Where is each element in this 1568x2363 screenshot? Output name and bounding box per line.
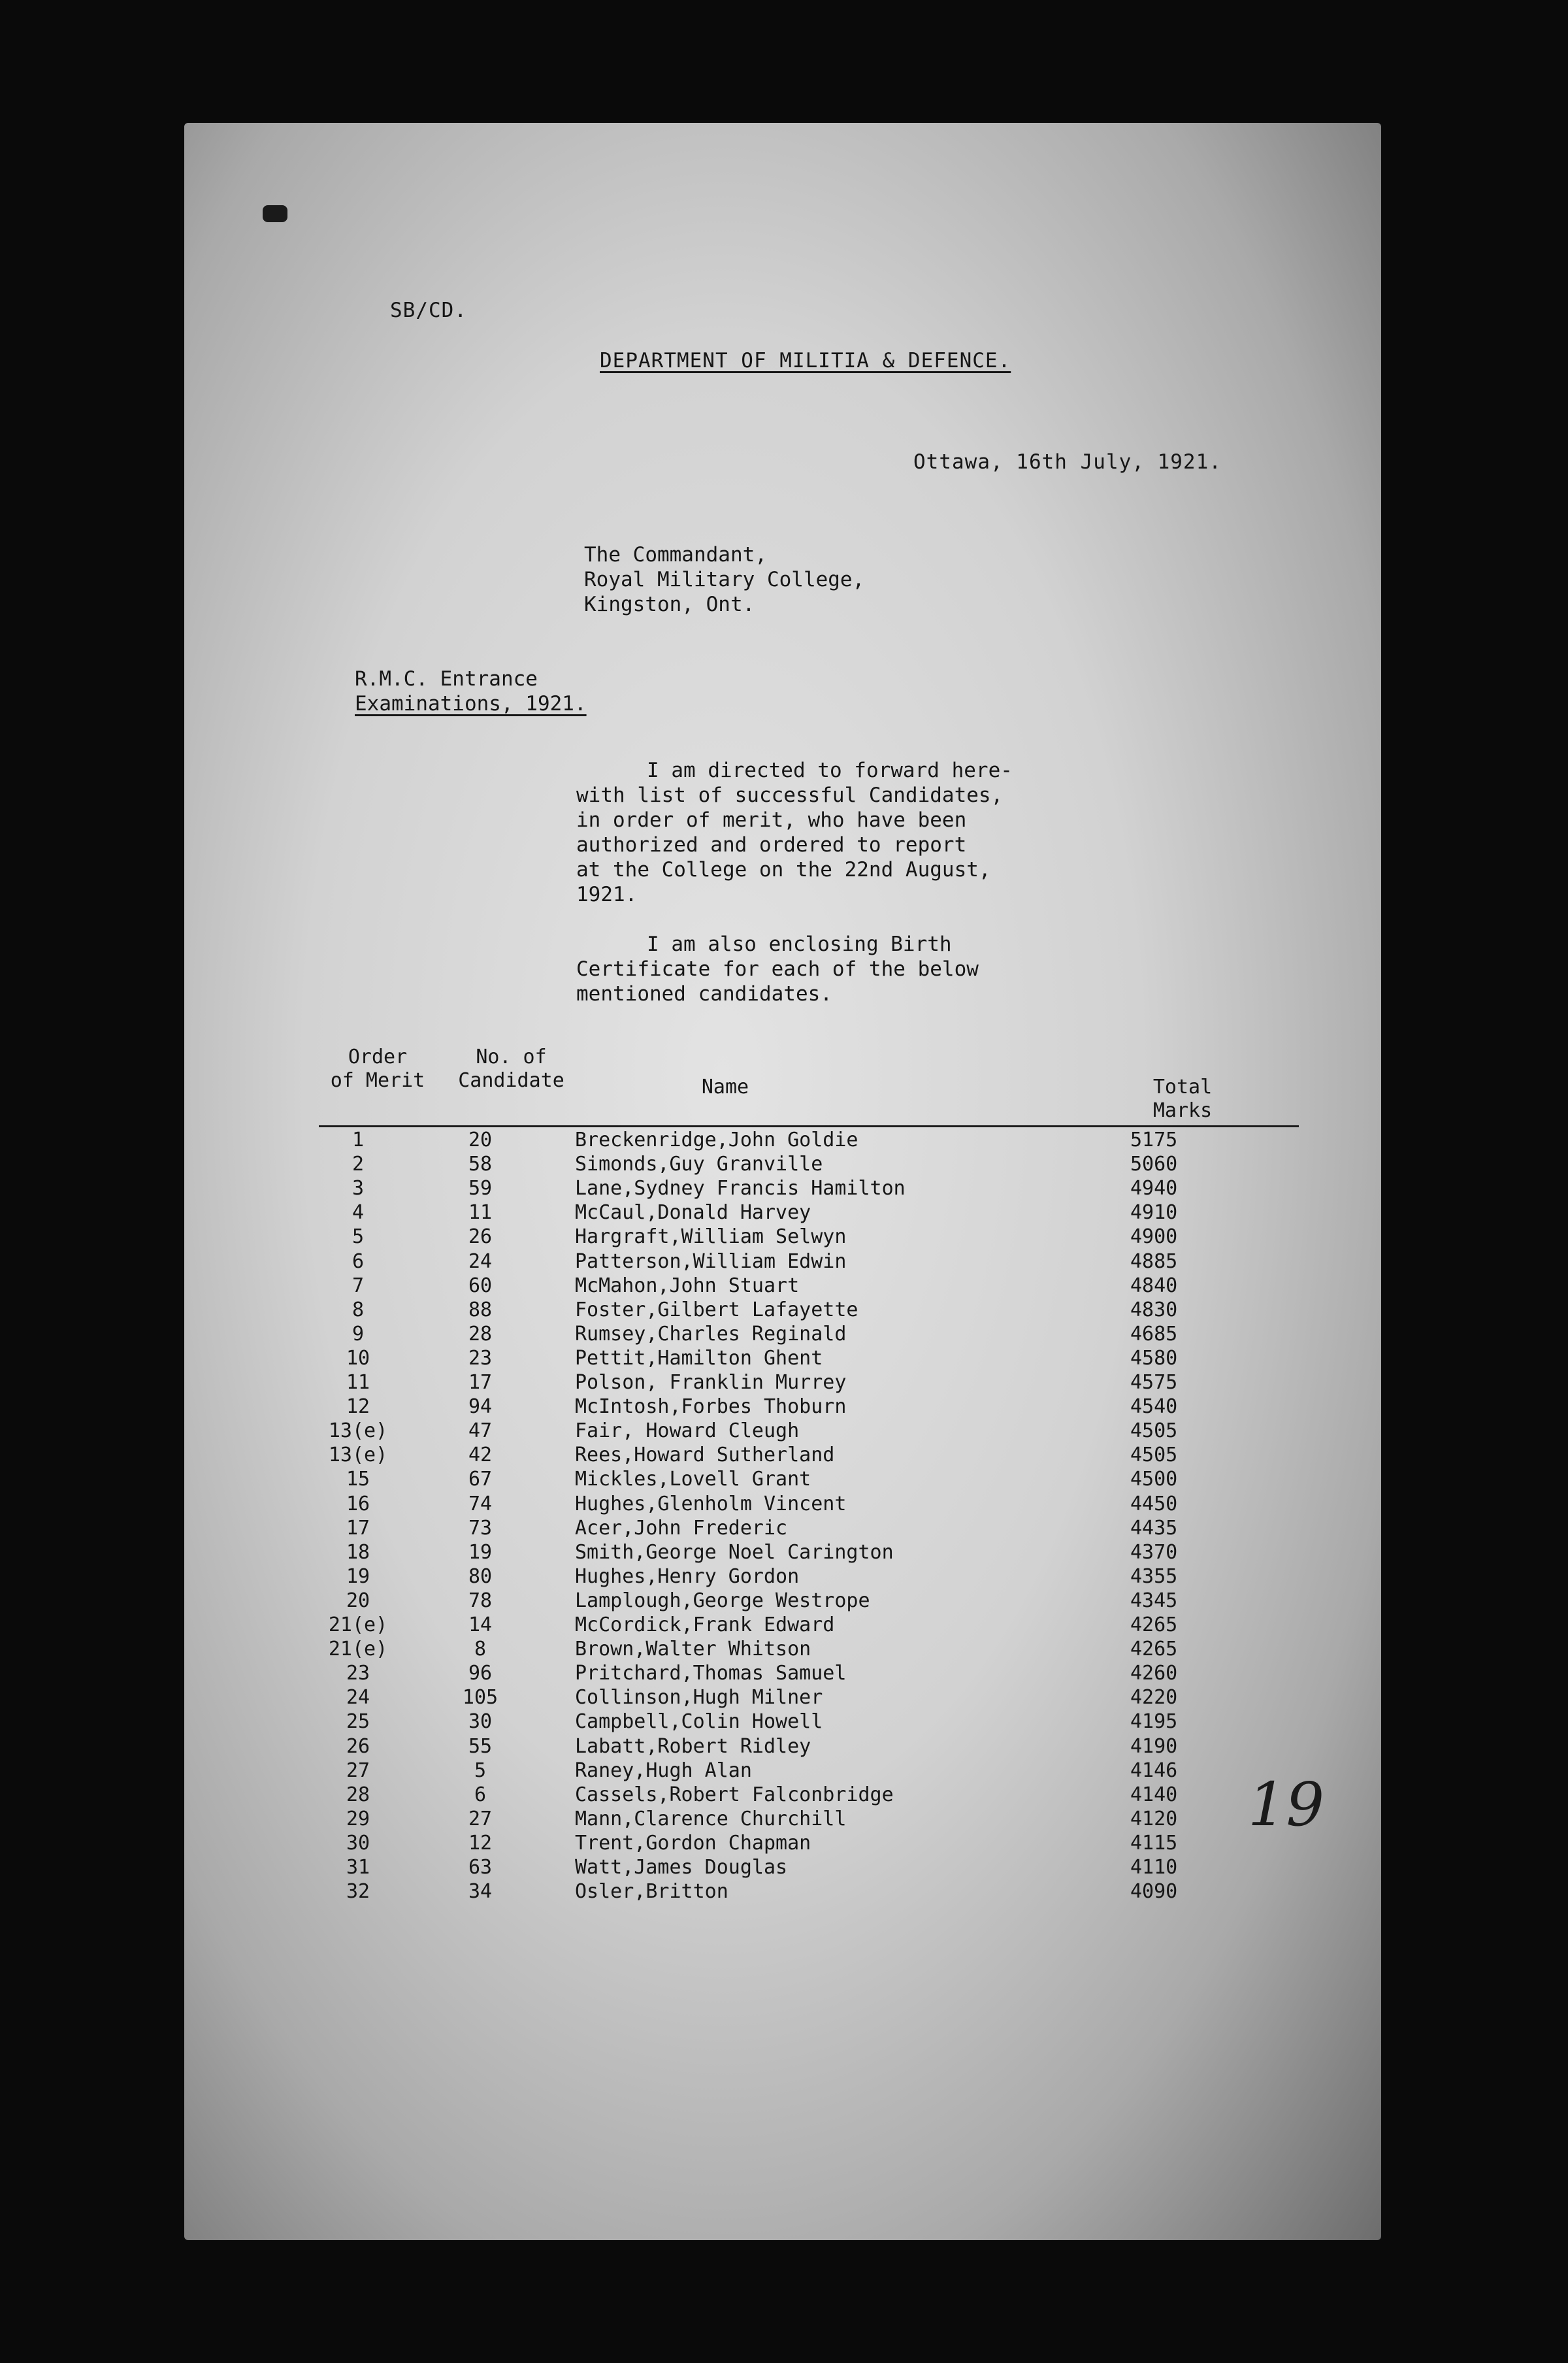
candidate-number-cell: 23 [468,1346,493,1370]
order-of-merit-cell: 2 [351,1153,365,1176]
candidate-number-cell: 67 [468,1468,493,1491]
order-of-merit-cell: 21(e) [328,1638,388,1661]
candidate-number-cell: 19 [468,1540,493,1564]
candidate-number-cell: 12 [468,1831,493,1855]
paragraph-line: I am directed to forward here- [647,759,1013,782]
candidate-name-cell: McCaul,Donald Harvey [575,1201,811,1225]
order-of-merit-cell: 7 [351,1274,365,1297]
order-of-merit-cell: 32 [346,1880,370,1904]
order-of-merit-cell: 29 [346,1807,370,1830]
candidate-name-cell: Fair, Howard Cleugh [575,1419,800,1443]
table-row [0,1710,1568,1734]
candidate-number-cell: 5 [474,1759,487,1782]
paragraph-line: I am also enclosing Birth [647,933,952,956]
order-of-merit-cell: 17 [346,1516,370,1540]
candidate-name-cell: Watt,James Douglas [575,1856,788,1879]
candidate-number-cell: 58 [468,1153,493,1176]
order-of-merit-cell: 16 [346,1492,370,1515]
candidate-name-cell: Lane,Sydney Francis Hamilton [575,1177,906,1200]
order-of-merit-cell: 13(e) [328,1444,388,1467]
table-row [0,1564,1568,1589]
total-marks-cell: 4120 [1130,1807,1178,1830]
order-of-merit-cell: 31 [346,1856,370,1879]
candidate-name-cell: Trent,Gordon Chapman [575,1831,811,1855]
total-marks-cell: 4575 [1130,1371,1178,1394]
candidate-number-cell: 27 [468,1807,493,1830]
candidate-number-cell: 47 [468,1419,493,1443]
table-row [0,1783,1568,1807]
total-marks-cell: 4260 [1130,1662,1178,1685]
table-row [0,1176,1568,1200]
subject-line: R.M.C. Entrance [355,667,538,691]
candidate-number-cell: 59 [468,1177,493,1200]
total-marks-cell: 5175 [1130,1129,1178,1151]
table-row [0,1346,1568,1370]
table-row [0,1759,1568,1783]
table-row [0,1225,1568,1249]
total-marks-cell: 4450 [1130,1492,1178,1515]
candidate-number-cell: 14 [468,1613,493,1636]
total-marks-cell: 4830 [1130,1298,1178,1321]
candidate-name-cell: Patterson,William Edwin [575,1249,847,1273]
total-marks-cell: 4220 [1130,1686,1178,1710]
table-row [0,1419,1568,1443]
candidate-name-cell: Pritchard,Thomas Samuel [575,1662,847,1685]
table-row [0,1322,1568,1346]
candidate-name-cell: Mann,Clarence Churchill [575,1807,847,1830]
table-row [0,1516,1568,1540]
total-marks-cell: 4110 [1130,1856,1178,1879]
table-row [0,1807,1568,1831]
candidate-name-cell: Mickles,Lovell Grant [575,1468,811,1491]
candidate-number-cell: 96 [468,1662,493,1685]
department-heading: DEPARTMENT OF MILITIA & DEFENCE. [600,349,1011,372]
candidate-name-cell: Labatt,Robert Ridley [575,1734,811,1758]
candidate-number-cell: 26 [468,1225,493,1249]
order-of-merit-cell: 4 [351,1201,365,1225]
addressee-line: The Commandant, [584,543,767,567]
order-of-merit-cell: 24 [346,1686,370,1710]
total-marks-cell: 4500 [1130,1468,1178,1491]
total-marks-cell: 4090 [1130,1880,1178,1904]
order-of-merit-cell: 26 [346,1734,370,1758]
table-row [0,1540,1568,1564]
table-row [0,1831,1568,1855]
candidate-name-cell: McCordick,Frank Edward [575,1613,835,1636]
order-of-merit-cell: 8 [351,1298,365,1321]
paragraph-line: with list of successful Candidates, [576,784,1004,807]
total-marks-cell: 4505 [1130,1419,1178,1443]
candidate-number-cell: 8 [474,1638,487,1661]
order-of-merit-cell: 30 [346,1831,370,1855]
order-of-merit-cell: 13(e) [328,1419,388,1443]
table-row [0,1613,1568,1637]
total-marks-cell: 4940 [1130,1177,1178,1200]
body-paragraph-1 [576,758,1013,907]
candidate-number-cell: 94 [468,1395,493,1419]
order-of-merit-cell: 21(e) [328,1613,388,1636]
order-of-merit-cell: 27 [346,1759,370,1782]
candidate-number-cell: 88 [468,1298,493,1321]
header-name: Name [701,1076,749,1099]
candidate-number-cell: 80 [468,1564,493,1588]
header-candidate-number: No. of Candidate [458,1046,564,1092]
candidate-name-cell: Smith,George Noel Carington [575,1540,894,1564]
order-of-merit-cell: 6 [351,1249,365,1273]
table-row [0,1685,1568,1710]
candidate-name-cell: Campbell,Colin Howell [575,1710,823,1734]
paragraph-line: at the College on the 22nd August, [576,858,991,882]
candidate-number-cell: 63 [468,1856,493,1879]
candidate-name-cell: Cassels,Robert Falconbridge [575,1783,894,1806]
subject-line: Examinations, 1921. [355,692,587,716]
candidate-number-cell: 60 [468,1274,493,1297]
candidate-name-cell: Simonds,Guy Granville [575,1153,823,1176]
order-of-merit-cell: 9 [351,1322,365,1346]
total-marks-cell: 4140 [1130,1783,1178,1806]
table-row [0,1879,1568,1904]
paragraph-line: 1921. [576,883,638,906]
candidate-number-cell: 78 [468,1589,493,1612]
candidate-name-cell: Lamplough,George Westrope [575,1589,870,1612]
total-marks-cell: 4190 [1130,1734,1178,1758]
order-of-merit-cell: 11 [346,1371,370,1394]
table-row [0,1395,1568,1419]
paragraph-line: Certificate for each of the below [576,957,979,981]
order-of-merit-cell: 19 [346,1564,370,1588]
candidate-number-cell: 30 [468,1710,493,1734]
table-row [0,1152,1568,1176]
total-marks-cell: 4540 [1130,1395,1178,1419]
candidate-number-cell: 73 [468,1516,493,1540]
total-marks-cell: 4900 [1130,1225,1178,1249]
body-paragraph-2 [576,932,979,1006]
table-row [0,1128,1568,1152]
total-marks-cell: 4840 [1130,1274,1178,1297]
table-row [0,1734,1568,1759]
handwritten-page-number: 19 [1248,1770,1325,1840]
total-marks-cell: 4146 [1130,1759,1178,1782]
candidate-name-cell: Collinson,Hugh Milner [575,1686,823,1710]
candidate-name-cell: McMahon,John Stuart [575,1274,800,1297]
candidate-name-cell: Osler,Britton [575,1880,728,1904]
paragraph-line: authorized and ordered to report [576,833,967,857]
table-row [0,1200,1568,1225]
ink-smudge [263,205,287,222]
total-marks-cell: 4115 [1130,1831,1178,1855]
table-row [0,1637,1568,1661]
order-of-merit-cell: 5 [351,1225,365,1249]
addressee-block [584,542,864,617]
order-of-merit-cell: 3 [351,1177,365,1200]
candidate-number-cell: 28 [468,1322,493,1346]
table-row [0,1298,1568,1322]
candidate-number-cell: 20 [468,1129,493,1151]
order-of-merit-cell: 25 [346,1710,370,1734]
candidate-name-cell: Hughes,Glenholm Vincent [575,1492,847,1515]
total-marks-cell: 4355 [1130,1564,1178,1588]
total-marks-cell: 5060 [1130,1153,1178,1176]
table-row [0,1274,1568,1298]
total-marks-cell: 4265 [1130,1613,1178,1636]
order-of-merit-cell: 10 [346,1346,370,1370]
paragraph-line: mentioned candidates. [576,982,832,1006]
addressee-line: Kingston, Ont. [584,593,755,616]
candidate-name-cell: Breckenridge,John Goldie [575,1129,858,1151]
candidate-number-cell: 105 [462,1686,498,1710]
order-of-merit-cell: 20 [346,1589,370,1612]
candidate-name-cell: Brown,Walter Whitson [575,1638,811,1661]
candidate-name-cell: Polson, Franklin Murrey [575,1371,847,1394]
subject-block [355,667,587,716]
total-marks-cell: 4885 [1130,1249,1178,1273]
order-of-merit-cell: 18 [346,1540,370,1564]
total-marks-cell: 4685 [1130,1322,1178,1346]
candidate-name-cell: Acer,John Frederic [575,1516,788,1540]
candidate-number-cell: 11 [468,1201,493,1225]
candidate-number-cell: 34 [468,1880,493,1904]
place-and-date: Ottawa, 16th July, 1921. [913,450,1222,474]
candidate-name-cell: Hargraft,William Selwyn [575,1225,847,1249]
total-marks-cell: 4435 [1130,1516,1178,1540]
candidate-name-cell: Pettit,Hamilton Ghent [575,1346,823,1370]
table-row [0,1492,1568,1516]
paragraph-line: in order of merit, who have been [576,808,967,832]
order-of-merit-cell: 15 [346,1468,370,1491]
candidate-number-cell: 24 [468,1249,493,1273]
table-row [0,1661,1568,1685]
order-of-merit-cell: 12 [346,1395,370,1419]
candidate-name-cell: Rumsey,Charles Reginald [575,1322,847,1346]
candidate-name-cell: Rees,Howard Sutherland [575,1444,835,1467]
order-of-merit-cell: 1 [351,1129,365,1151]
total-marks-cell: 4910 [1130,1201,1178,1225]
table-row [0,1443,1568,1467]
total-marks-cell: 4345 [1130,1589,1178,1612]
header-total-marks: Total Marks [1152,1076,1213,1122]
candidate-name-cell: Raney,Hugh Alan [575,1759,752,1782]
table-row [0,1855,1568,1879]
candidate-number-cell: 55 [468,1734,493,1758]
order-of-merit-cell: 28 [346,1783,370,1806]
candidate-name-cell: Hughes,Henry Gordon [575,1564,800,1588]
candidate-name-cell: McIntosh,Forbes Thoburn [575,1395,847,1419]
candidate-number-cell: 17 [468,1371,493,1394]
candidate-number-cell: 6 [474,1783,487,1806]
candidate-name-cell: Foster,Gilbert Lafayette [575,1298,858,1321]
table-header-rule [319,1125,1299,1127]
total-marks-cell: 4265 [1130,1638,1178,1661]
candidate-number-cell: 42 [468,1444,493,1467]
total-marks-cell: 4505 [1130,1444,1178,1467]
header-order-of-merit: Order of Merit [330,1046,425,1092]
order-of-merit-cell: 23 [346,1662,370,1685]
total-marks-cell: 4195 [1130,1710,1178,1734]
addressee-line: Royal Military College, [584,568,865,591]
reference-code: SB/CD. [390,299,467,322]
candidate-number-cell: 74 [468,1492,493,1515]
table-row [0,1370,1568,1395]
table-row [0,1249,1568,1274]
table-row [0,1589,1568,1613]
total-marks-cell: 4580 [1130,1346,1178,1370]
total-marks-cell: 4370 [1130,1540,1178,1564]
table-row [0,1467,1568,1491]
